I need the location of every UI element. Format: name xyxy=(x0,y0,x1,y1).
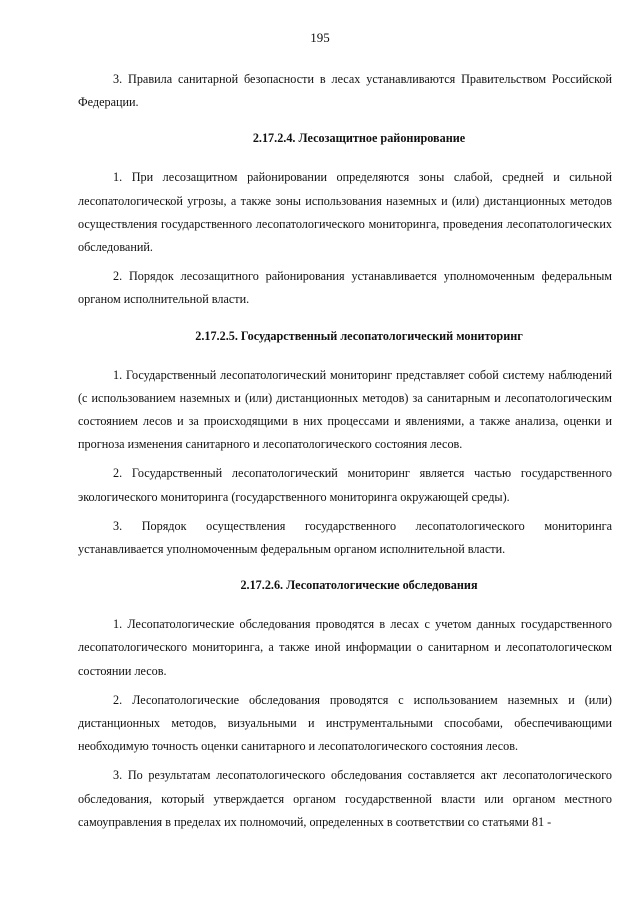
section-heading-2-17-2-6: 2.17.2.6. Лесопатологические обследования xyxy=(240,578,478,593)
section-heading-2-17-2-5: 2.17.2.5. Государственный лесопатологический мониторинг xyxy=(195,328,523,343)
paragraph-2-17-2-6-2: 2. Лесопатологические обследования проводятся с использованием наземных и (или) дистанционных методов, визуальными и инструментальными способами, обеспечивающими необходимую точность оценки санитарного и лесопатологического состояния лесов. xyxy=(78,692,612,754)
section-heading-2-17-2-4: 2.17.2.4. Лесозащитное районирование xyxy=(252,131,466,146)
paragraph-2-17-2-5-2: 2. Государственный лесопатологический мониторинг является частью государственного экологического мониторинга (государственного мониторинга окружающей среды). xyxy=(78,466,612,504)
document-body xyxy=(78,68,612,834)
page-number: 195 xyxy=(310,30,330,45)
paragraph-2-17-2-4-2: 2. Порядок лесозащитного районирования устанавливается уполномоченным федеральным органом исполнительной власти. xyxy=(78,269,612,307)
paragraph-2-17-2-5-3: 3. Порядок осуществления государственного лесопатологического мониторинга устанавливается уполномоченным федеральным органом исполнительной власти. xyxy=(78,518,612,557)
paragraph-2-17-2-5-1: 1. Государственный лесопатологический мониторинг представляет собой систему наблюдений (с использованием наземных и (или) дистанционных методов) за санитарным и лесопатологическим состоянием лесов и за происходящими в них процессами и явлениями, а также анализа, оценки и прогноза изменения санитарного и лесопатологического состояния лесов. xyxy=(78,367,612,452)
paragraph-2-17-2-6-1: 1. Лесопатологические обследования проводятся в лесах с учетом данных государственного лесопатологического мониторинга, а также иной информации о санитарном и лесопатологическом состоянии лесов. xyxy=(78,617,612,678)
paragraph-2-17-2-4-1: 1. При лесозащитном районировании определяются зоны слабой, средней и сильной лесопатологической угрозы, а также зоны использования наземных и (или) дистанционных методов осуществления государственного лесопатологического мониторинга, проведения лесопатологических обследований. xyxy=(78,170,612,255)
paragraph-intro-3: 3. Правила санитарной безопасности в лесах устанавливаются Правительством Российской Федерации. xyxy=(78,72,612,110)
paragraph-2-17-2-6-3: 3. По результатам лесопатологического обследования составляется акт лесопатологического обследования, который утверждается органом государственной власти или органом местного самоуправления в пределах их полномочий, определенных в соответствии со статьями 81 - xyxy=(78,768,612,829)
